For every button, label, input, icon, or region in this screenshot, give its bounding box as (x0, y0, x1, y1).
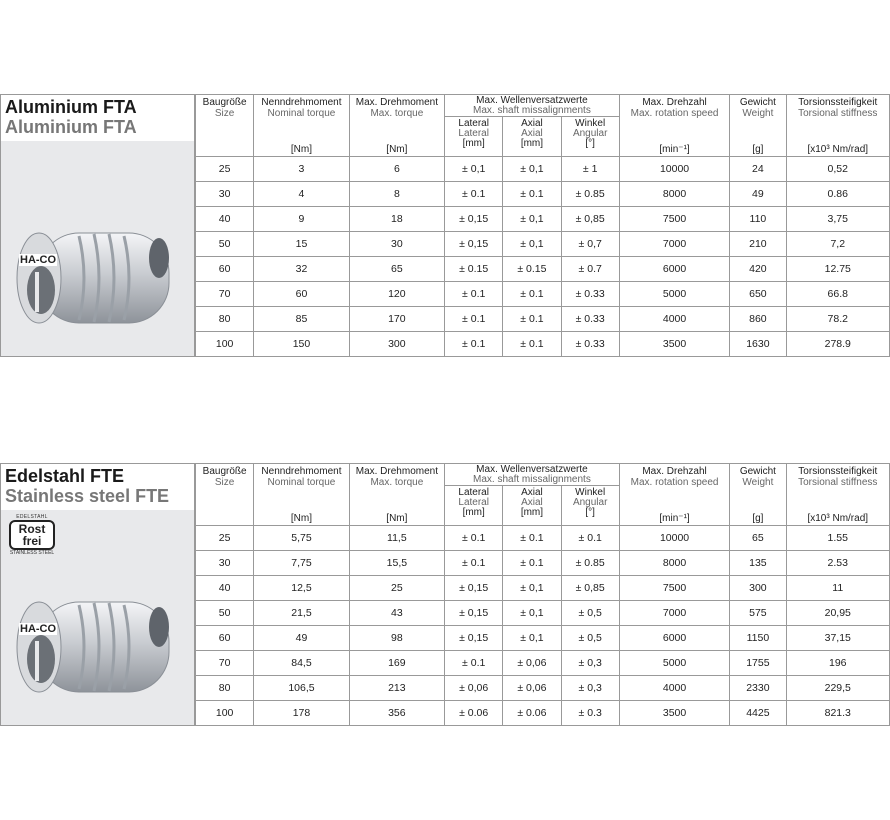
table-cell: 300 (730, 576, 786, 601)
table-cell: 178 (254, 701, 349, 726)
table-cell: 821.3 (786, 701, 889, 726)
table-row (196, 626, 890, 651)
table-cell: 43 (349, 601, 444, 626)
table-row (196, 526, 890, 551)
table-row (196, 676, 890, 701)
table-cell: ± 0.1 (503, 526, 561, 551)
table-cell: 60 (196, 626, 254, 651)
table-cell: 4000 (619, 676, 729, 701)
table-cell: 4425 (730, 701, 786, 726)
table-row (196, 182, 890, 207)
table-cell: ± 0,3 (561, 651, 619, 676)
table-cell: 24 (730, 157, 786, 182)
table-cell: 25 (196, 157, 254, 182)
table-cell: 1755 (730, 651, 786, 676)
table-cell: 21,5 (254, 601, 349, 626)
col-nominal-torque: Nenndrehmoment Nominal torque [Nm] (254, 464, 349, 526)
table-cell: 30 (196, 182, 254, 207)
table-cell: 7500 (619, 207, 729, 232)
product-title-en: Stainless steel FTE (5, 486, 170, 506)
table-cell: 15 (254, 232, 349, 257)
table-cell: 70 (196, 282, 254, 307)
table-cell: ± 0,15 (445, 207, 503, 232)
table-cell: ± 0.1 (445, 332, 503, 357)
table-cell: 3500 (619, 332, 729, 357)
table-cell: 40 (196, 207, 254, 232)
table-cell: ± 0,85 (561, 207, 619, 232)
product-marking: HA-CO (20, 254, 57, 266)
coupling-image (1, 575, 194, 725)
col-torsional-stiffness: Torsionssteifigkeit Torsional stiffness [x10³ Nm/rad] (786, 95, 889, 157)
table-cell: 0,52 (786, 157, 889, 182)
table-cell: ± 0,3 (561, 676, 619, 701)
table-cell: 84,5 (254, 651, 349, 676)
table-cell: ± 0,06 (503, 651, 561, 676)
table-cell: 7500 (619, 576, 729, 601)
table-cell: ± 0.85 (561, 182, 619, 207)
table-cell: 12.75 (786, 257, 889, 282)
table-cell: ± 0.1 (561, 526, 619, 551)
table-row (196, 207, 890, 232)
table-cell: 196 (786, 651, 889, 676)
table-cell: 2330 (730, 676, 786, 701)
table-cell: 8 (349, 182, 444, 207)
table-cell: 650 (730, 282, 786, 307)
table-cell: 420 (730, 257, 786, 282)
table-cell: 110 (730, 207, 786, 232)
table-cell: 106,5 (254, 676, 349, 701)
table-row (196, 332, 890, 357)
table-cell: ± 0,5 (561, 626, 619, 651)
table-row (196, 157, 890, 182)
col-angular: Winkel Angular [°] (561, 486, 619, 526)
table-cell: ± 0,06 (445, 676, 503, 701)
table-cell: 860 (730, 307, 786, 332)
table-cell: 32 (254, 257, 349, 282)
table-cell: 66.8 (786, 282, 889, 307)
coupling-spec-block (0, 463, 890, 726)
table-cell: 78.2 (786, 307, 889, 332)
table-cell: 11 (786, 576, 889, 601)
table-cell: 7000 (619, 232, 729, 257)
table-cell: 8000 (619, 182, 729, 207)
table-cell: 10000 (619, 526, 729, 551)
table-cell: ± 0,1 (503, 576, 561, 601)
col-misalignment: Max. Wellenversatzwerte Max. shaft missalignments (445, 464, 620, 486)
table-cell: 40 (196, 576, 254, 601)
col-weight: Gewicht Weight [g] (730, 95, 786, 157)
table-cell: ± 0,1 (503, 626, 561, 651)
table-cell: 20,95 (786, 601, 889, 626)
table-cell: 10000 (619, 157, 729, 182)
table-cell: 210 (730, 232, 786, 257)
product-marking: HA-CO (20, 623, 57, 635)
col-size: Baugröße Size (196, 95, 254, 157)
table-cell: ± 0.15 (445, 257, 503, 282)
table-cell: 85 (254, 307, 349, 332)
spec-table (195, 94, 890, 357)
table-cell: ± 0,1 (445, 157, 503, 182)
table-cell: 1630 (730, 332, 786, 357)
table-cell: ± 0,15 (445, 576, 503, 601)
table-cell: 100 (196, 701, 254, 726)
table-cell: ± 0,85 (561, 576, 619, 601)
table-cell: 50 (196, 232, 254, 257)
table-cell: 50 (196, 601, 254, 626)
table-cell: 98 (349, 626, 444, 651)
product-panel (0, 94, 195, 357)
table-row (196, 282, 890, 307)
table-cell: ± 0.1 (503, 332, 561, 357)
table-cell: ± 0,06 (503, 676, 561, 701)
table-cell: 30 (349, 232, 444, 257)
table-cell: ± 0.33 (561, 332, 619, 357)
table-cell: 25 (196, 526, 254, 551)
table-cell: 18 (349, 207, 444, 232)
table-cell: 25 (349, 576, 444, 601)
table-cell: ± 0,1 (503, 601, 561, 626)
col-nominal-torque: Nenndrehmoment Nominal torque [Nm] (254, 95, 349, 157)
table-cell: ± 0.33 (561, 282, 619, 307)
col-lateral: Lateral Lateral [mm] (445, 117, 503, 157)
table-row (196, 257, 890, 282)
table-cell: 5000 (619, 282, 729, 307)
table-cell: 7,2 (786, 232, 889, 257)
col-rotation-speed: Max. Drehzahl Max. rotation speed [min⁻¹] (619, 464, 729, 526)
col-lateral: Lateral Lateral [mm] (445, 486, 503, 526)
table-cell: 3500 (619, 701, 729, 726)
table-cell: ± 1 (561, 157, 619, 182)
table-cell: 5000 (619, 651, 729, 676)
table-cell: 65 (730, 526, 786, 551)
table-cell: 6000 (619, 626, 729, 651)
table-cell: 229,5 (786, 676, 889, 701)
table-cell: ± 0,15 (445, 626, 503, 651)
table-cell: 15,5 (349, 551, 444, 576)
table-cell: 65 (349, 257, 444, 282)
table-cell: ± 0.33 (561, 307, 619, 332)
table-cell: ± 0.06 (503, 701, 561, 726)
spec-table (195, 463, 890, 726)
table-row (196, 307, 890, 332)
table-cell: 170 (349, 307, 444, 332)
table-cell: ± 0.15 (503, 257, 561, 282)
table-cell: 120 (349, 282, 444, 307)
table-cell: 3 (254, 157, 349, 182)
product-title-de: Edelstahl FTE (5, 466, 125, 486)
coupling-spec-block (0, 94, 890, 357)
coupling-image (1, 166, 194, 356)
col-rotation-speed: Max. Drehzahl Max. rotation speed [min⁻¹] (619, 95, 729, 157)
table-row (196, 576, 890, 601)
table-cell: 30 (196, 551, 254, 576)
col-misalignment: Max. Wellenversatzwerte Max. shaft missalignments (445, 95, 620, 117)
table-cell: 7,75 (254, 551, 349, 576)
table-cell: 135 (730, 551, 786, 576)
table-cell: 0.86 (786, 182, 889, 207)
table-cell: 278.9 (786, 332, 889, 357)
table-cell: 6000 (619, 257, 729, 282)
table-cell: ± 0.7 (561, 257, 619, 282)
table-cell: ± 0.1 (445, 526, 503, 551)
table-row (196, 551, 890, 576)
table-cell: ± 0.1 (445, 551, 503, 576)
table-cell: ± 0.1 (445, 307, 503, 332)
col-max-torque: Max. Drehmoment Max. torque [Nm] (349, 464, 444, 526)
table-cell: 300 (349, 332, 444, 357)
table-cell: 356 (349, 701, 444, 726)
table-cell: 4000 (619, 307, 729, 332)
product-title-de: Aluminium FTA (5, 97, 137, 117)
table-cell: 4 (254, 182, 349, 207)
table-cell: ± 0,15 (445, 601, 503, 626)
col-size: Baugröße Size (196, 464, 254, 526)
table-cell: 150 (254, 332, 349, 357)
table-cell: ± 0,15 (445, 232, 503, 257)
table-cell: 12,5 (254, 576, 349, 601)
table-cell: ± 0.06 (445, 701, 503, 726)
table-cell: 11,5 (349, 526, 444, 551)
col-weight: Gewicht Weight [g] (730, 464, 786, 526)
table-cell: ± 0.1 (445, 182, 503, 207)
product-title-en: Aluminium FTA (5, 117, 137, 137)
product-panel (0, 463, 195, 726)
table-cell: ± 0.1 (445, 282, 503, 307)
table-cell: ± 0.3 (561, 701, 619, 726)
table-cell: 80 (196, 307, 254, 332)
table-cell: 5,75 (254, 526, 349, 551)
table-cell: 6 (349, 157, 444, 182)
table-cell: ± 0.85 (561, 551, 619, 576)
table-cell: 100 (196, 332, 254, 357)
col-max-torque: Max. Drehmoment Max. torque [Nm] (349, 95, 444, 157)
table-cell: 70 (196, 651, 254, 676)
table-cell: 575 (730, 601, 786, 626)
table-cell: 3,75 (786, 207, 889, 232)
table-row (196, 601, 890, 626)
rostfrei-badge-icon: EDELSTAHL Rost frei STAINLESS STEEL (9, 514, 55, 556)
table-cell: ± 0,7 (561, 232, 619, 257)
table-cell: 1150 (730, 626, 786, 651)
col-axial: Axial Axial [mm] (503, 117, 561, 157)
table-cell: ± 0.1 (503, 307, 561, 332)
table-cell: ± 0.1 (503, 551, 561, 576)
table-cell: ± 0.1 (503, 282, 561, 307)
table-cell: 213 (349, 676, 444, 701)
table-cell: ± 0,1 (503, 232, 561, 257)
table-row (196, 651, 890, 676)
col-axial: Axial Axial [mm] (503, 486, 561, 526)
table-cell: ± 0,5 (561, 601, 619, 626)
table-cell: 60 (254, 282, 349, 307)
table-row (196, 701, 890, 726)
table-cell: 37,15 (786, 626, 889, 651)
col-angular: Winkel Angular [°] (561, 117, 619, 157)
table-cell: 49 (730, 182, 786, 207)
table-cell: 1.55 (786, 526, 889, 551)
table-cell: 9 (254, 207, 349, 232)
table-cell: ± 0.1 (503, 182, 561, 207)
table-cell: 7000 (619, 601, 729, 626)
table-cell: 49 (254, 626, 349, 651)
table-cell: 2.53 (786, 551, 889, 576)
col-torsional-stiffness: Torsionssteifigkeit Torsional stiffness [x10³ Nm/rad] (786, 464, 889, 526)
table-cell: 60 (196, 257, 254, 282)
table-cell: ± 0,1 (503, 207, 561, 232)
table-cell: 8000 (619, 551, 729, 576)
table-cell: ± 0,1 (503, 157, 561, 182)
table-row (196, 232, 890, 257)
table-cell: 169 (349, 651, 444, 676)
table-cell: 80 (196, 676, 254, 701)
table-cell: ± 0.1 (445, 651, 503, 676)
